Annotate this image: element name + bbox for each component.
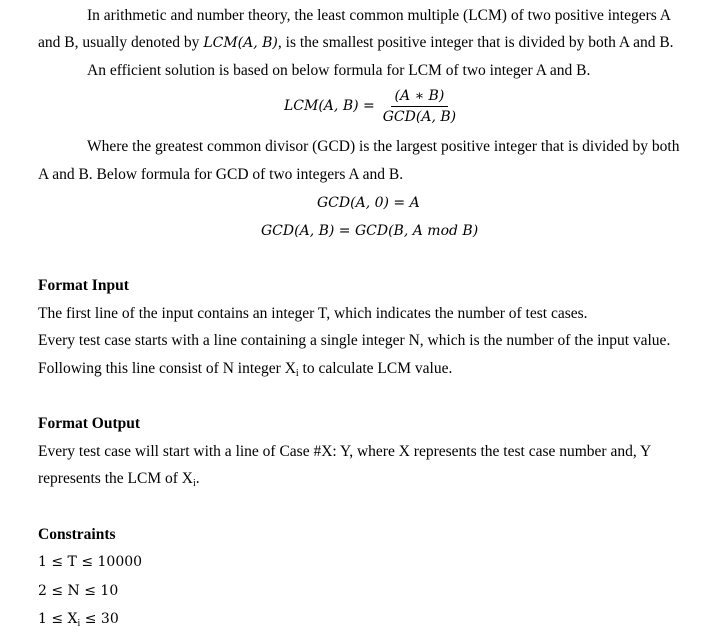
format-output-heading: Format Output: [38, 415, 141, 432]
constraint-t: 1 ≤ T ≤ 10000: [38, 554, 143, 570]
format-output-subscript: i: [192, 478, 196, 489]
constraint-x: [38, 609, 119, 634]
constraints-heading: Constraints: [38, 526, 116, 543]
lcm-notation: LCM(A, B): [203, 35, 278, 51]
gcd-base-formula: GCD(A, 0) = A: [317, 195, 420, 211]
intro-line-3: An efficient solution is based on below formula for LCM of two integer A and B.: [87, 62, 591, 79]
lcm-formula-denominator: GCD(A, B): [382, 109, 457, 125]
gcd-text-line-2: A and B. Below formula for GCD of two integers A and B.: [38, 166, 404, 183]
constraint-n: 2 ≤ N ≤ 10: [38, 583, 119, 599]
gcd-recursive-formula: GCD(A, B) = GCD(B, A mod B): [261, 223, 479, 239]
intro-line-1: In arithmetic and number theory, the least common multiple (LCM) of two positive integers A: [87, 7, 671, 24]
format-input-heading: Format Input: [38, 277, 129, 294]
constraint-x-subscript: i: [77, 618, 81, 629]
intro-line-2-pre: and B, usually denoted by: [38, 34, 204, 51]
format-output-line-1: Every test case will start with a line of Case #X: Y, where X represents the test case number and, Y: [38, 443, 652, 460]
format-output-line-2-post: .: [195, 470, 200, 487]
format-input-subscript: i: [295, 368, 299, 379]
lcm-formula-numerator: (A ∗ B): [391, 87, 449, 107]
format-output-line-2-pre: represents the LCM of X: [38, 470, 193, 487]
intro-line-2-post: , is the smallest positive integer that is divided by both A and B.: [277, 34, 674, 51]
gcd-text-line-1: Where the greatest common divisor (GCD) is the largest positive integer that is divided by both: [87, 138, 680, 155]
format-input-line-1: The first line of the input contains an integer T, which indicates the number of test cases.: [38, 305, 588, 322]
format-input-line-3-post: to calculate LCM value.: [298, 360, 453, 377]
format-output-line-2: [38, 469, 200, 494]
intro-line-2: [38, 33, 674, 53]
lcm-formula-lhs: LCM(A, B) =: [284, 98, 375, 115]
constraint-x-pre: 1 ≤ X: [38, 611, 78, 627]
format-input-line-3: [38, 359, 452, 384]
lcm-formula-fraction: [379, 87, 460, 126]
lcm-formula: [284, 87, 460, 126]
format-input-line-3-pre: Following this line consist of N integer X: [38, 360, 296, 377]
constraint-x-post: ≤ 30: [80, 611, 119, 627]
format-input-line-2: Every test case starts with a line containing a single integer N, which is the number of the input value.: [38, 332, 671, 349]
